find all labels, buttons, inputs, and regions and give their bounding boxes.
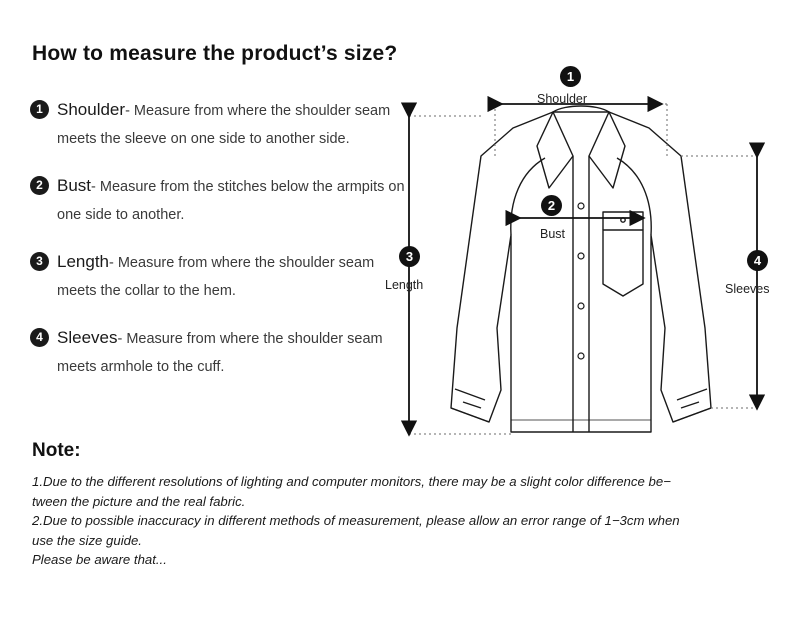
page-title: How to measure the product’s size? bbox=[32, 42, 398, 65]
note-body bbox=[32, 472, 762, 570]
note-heading: Note: bbox=[32, 440, 81, 461]
diagram-label-sleeves: Sleeves bbox=[725, 282, 770, 296]
diagram-badge-shoulder: 1 bbox=[560, 66, 581, 87]
list-item bbox=[30, 96, 405, 153]
measurement-term: Sleeves bbox=[57, 328, 118, 347]
measurement-term: Shoulder bbox=[57, 100, 126, 119]
diagram-badge-bust: 2 bbox=[541, 195, 562, 216]
measurement-term: Bust bbox=[57, 176, 92, 195]
item-number-badge: 1 bbox=[30, 100, 49, 119]
measurement-description: - Measure from where the shoulder seam meets the collar to the hem. bbox=[57, 255, 375, 299]
note-line: 1.Due to the different resolutions of lighting and computer monitors, there may be a slight color difference be− bbox=[32, 474, 671, 489]
measurement-term: Length bbox=[57, 252, 109, 271]
item-number-badge: 2 bbox=[30, 176, 49, 195]
item-number-badge: 3 bbox=[30, 252, 49, 271]
shirt-diagram bbox=[385, 60, 775, 450]
shirt-illustration bbox=[385, 60, 775, 450]
list-item bbox=[30, 324, 405, 381]
measurement-description: - Measure from the stitches below the armpits on one side to another. bbox=[57, 179, 405, 223]
diagram-badge-sleeves: 4 bbox=[747, 250, 768, 271]
note-line: 2.Due to possible inaccuracy in different methods of measurement, please allow an error range of 1−3cm when bbox=[32, 513, 680, 528]
diagram-label-shoulder: Shoulder bbox=[537, 92, 588, 106]
item-number-badge: 4 bbox=[30, 328, 49, 347]
diagram-badge-length: 3 bbox=[399, 246, 420, 267]
list-item bbox=[30, 248, 405, 305]
measurement-list bbox=[30, 96, 405, 400]
note-line: Please be aware that... bbox=[32, 552, 167, 567]
list-item bbox=[30, 172, 405, 229]
measurement-description: - Measure from where the shoulder seam meets armhole to the cuff. bbox=[57, 331, 383, 375]
measurement-description: - Measure from where the shoulder seam meets the sleeve on one side to another side. bbox=[57, 103, 391, 147]
note-line: tween the picture and the real fabric. bbox=[32, 493, 246, 509]
note-line: use the size guide. bbox=[32, 532, 142, 548]
diagram-label-bust: Bust bbox=[540, 227, 566, 241]
diagram-label-length: Length bbox=[385, 278, 424, 292]
